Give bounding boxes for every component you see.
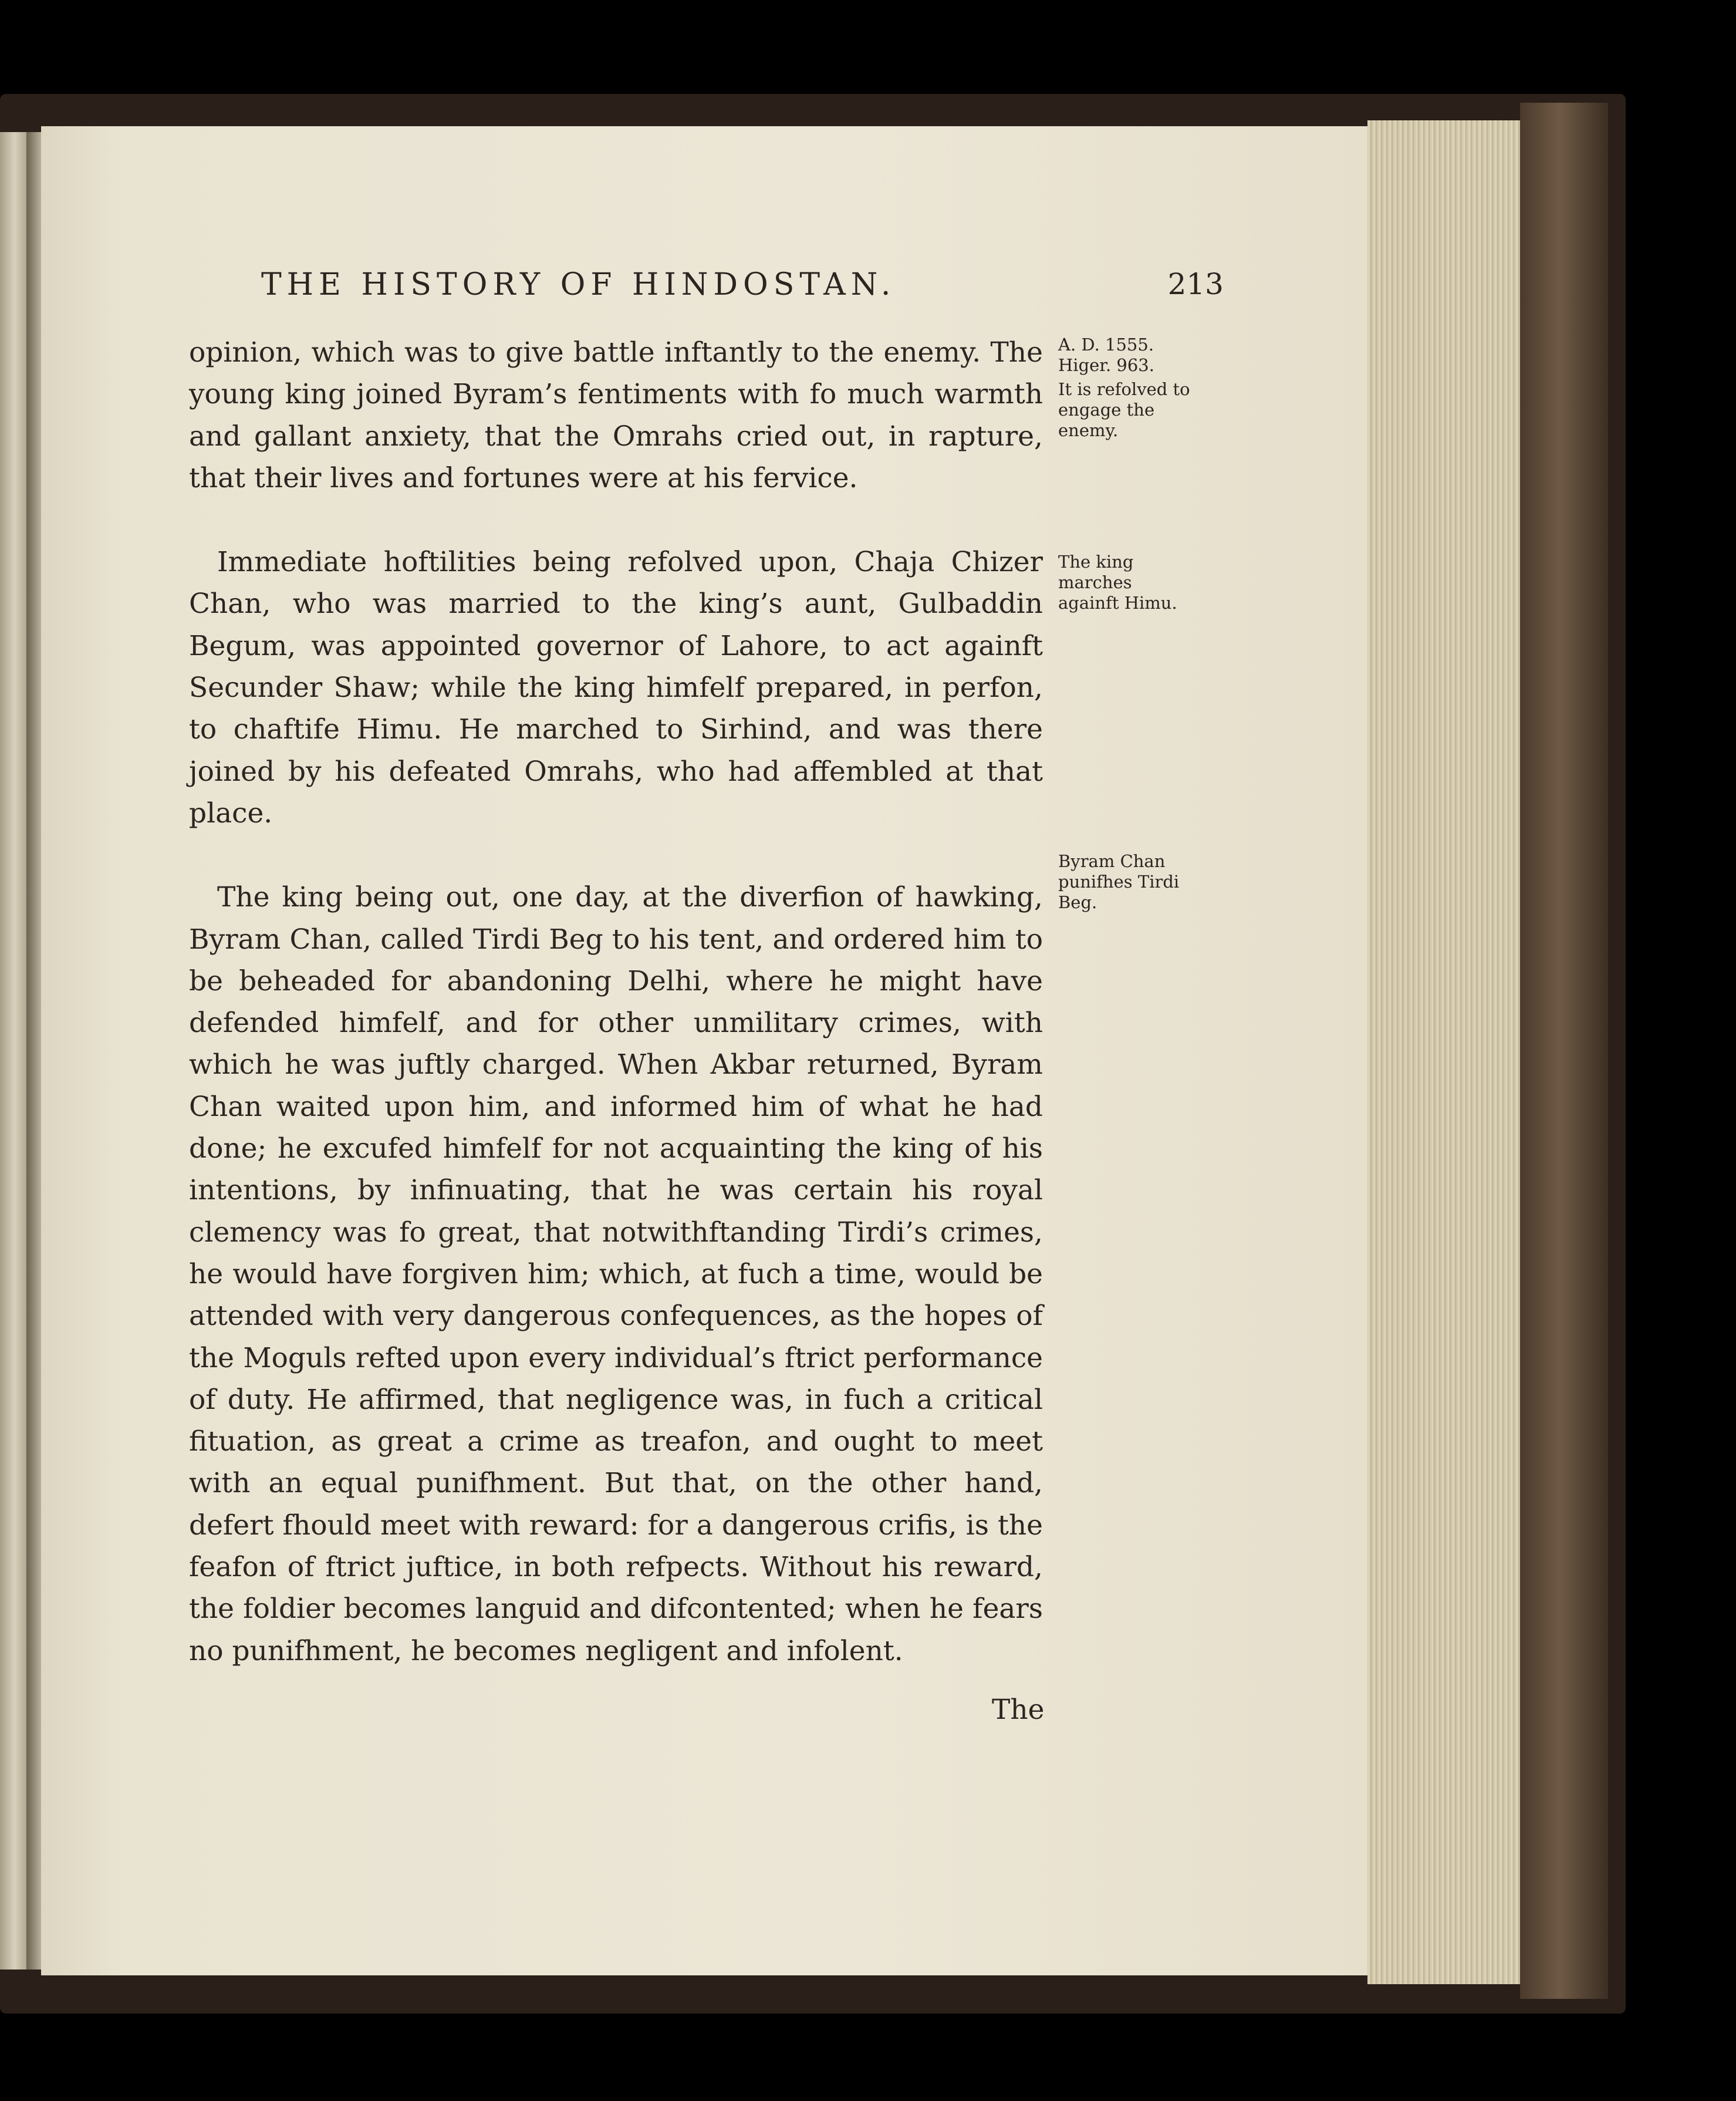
margin-note-resolved	[1058, 335, 1193, 441]
margin-date: A. D. 1555.	[1058, 335, 1154, 355]
paragraph-2	[189, 541, 1043, 834]
page-header	[261, 267, 1224, 314]
margin-note-text: It is refolved to engage the enemy.	[1058, 379, 1190, 440]
margin-note-punishes	[1058, 851, 1193, 913]
left-page-edge	[0, 132, 26, 1970]
running-title: THE HISTORY OF HINDOSTAN.	[261, 267, 896, 302]
page-fore-edge	[1367, 120, 1520, 1984]
paragraph-text: Immediate hoftilities being refolved upon, Chaja Chizer Chan, who was married to the king’s aunt, Gulbaddin Begum, was appointed governor of Lahore, to act againft Secunder Shaw; while the king himfelf prepared, in perfon, to chaftife Himu. He marched to Sirhind, and was there joined by his defeated Omrahs, who had affembled at that place.	[189, 546, 1043, 829]
paragraph-text: The king being out, one day, at the diverfion of hawking, Byram Chan, called Tirdi Beg to his tent, and ordered him to be beheaded for abandoning Delhi, where he might have defended himfelf, and for other unmilitary crimes, with which he was juftly charged. When Akbar returned, Byram Chan waited upon him, and informed him of what he had done; he excufed himfelf for not acquainting the king of his intentions, by infinuating, that he was certain his royal clemency was fo great, that notwithftanding Tirdi’s crimes, he would have forgiven him; which, at fuch a time, would be attended with very dangerous confequences, as the hopes of the Moguls refted upon every individual’s ftrict performance of duty. He affirmed, that negligence was, in fuch a critical fituation, as great a crime as treafon, and ought to meet with an equal punifhment. But that, on the other hand, defert fhould meet with reward: for a dangerous crifis, is the feafon of ftrict juftice, in both refpects. Without his reward, the foldier becomes languid and difcontented; when he fears no punifhment, he becomes negligent and infolent.	[189, 881, 1043, 1667]
paragraph-3	[189, 876, 1043, 1672]
paragraph-text: opinion, which was to give battle inftantly to the enemy. The young king joined Byram’s fentiments with fo much warmth and gallant anxiety, that the Omrahs cried out, in rapture, that their lives and fortunes were at his fervice.	[189, 336, 1043, 494]
margin-note-marches	[1058, 552, 1193, 613]
page-number: 213	[1167, 267, 1224, 301]
paragraph-1	[189, 332, 1043, 499]
margin-hijri-date: Higer. 963.	[1058, 355, 1154, 375]
catchword: The	[992, 1694, 1045, 1726]
book-board	[1520, 103, 1608, 1999]
body-text	[189, 332, 1043, 1672]
margin-note-text: The king marches againft Himu.	[1058, 552, 1177, 613]
book-gutter	[26, 132, 41, 1970]
margin-note-text: Byram Chan punifhes Tirdi Beg.	[1058, 851, 1180, 912]
